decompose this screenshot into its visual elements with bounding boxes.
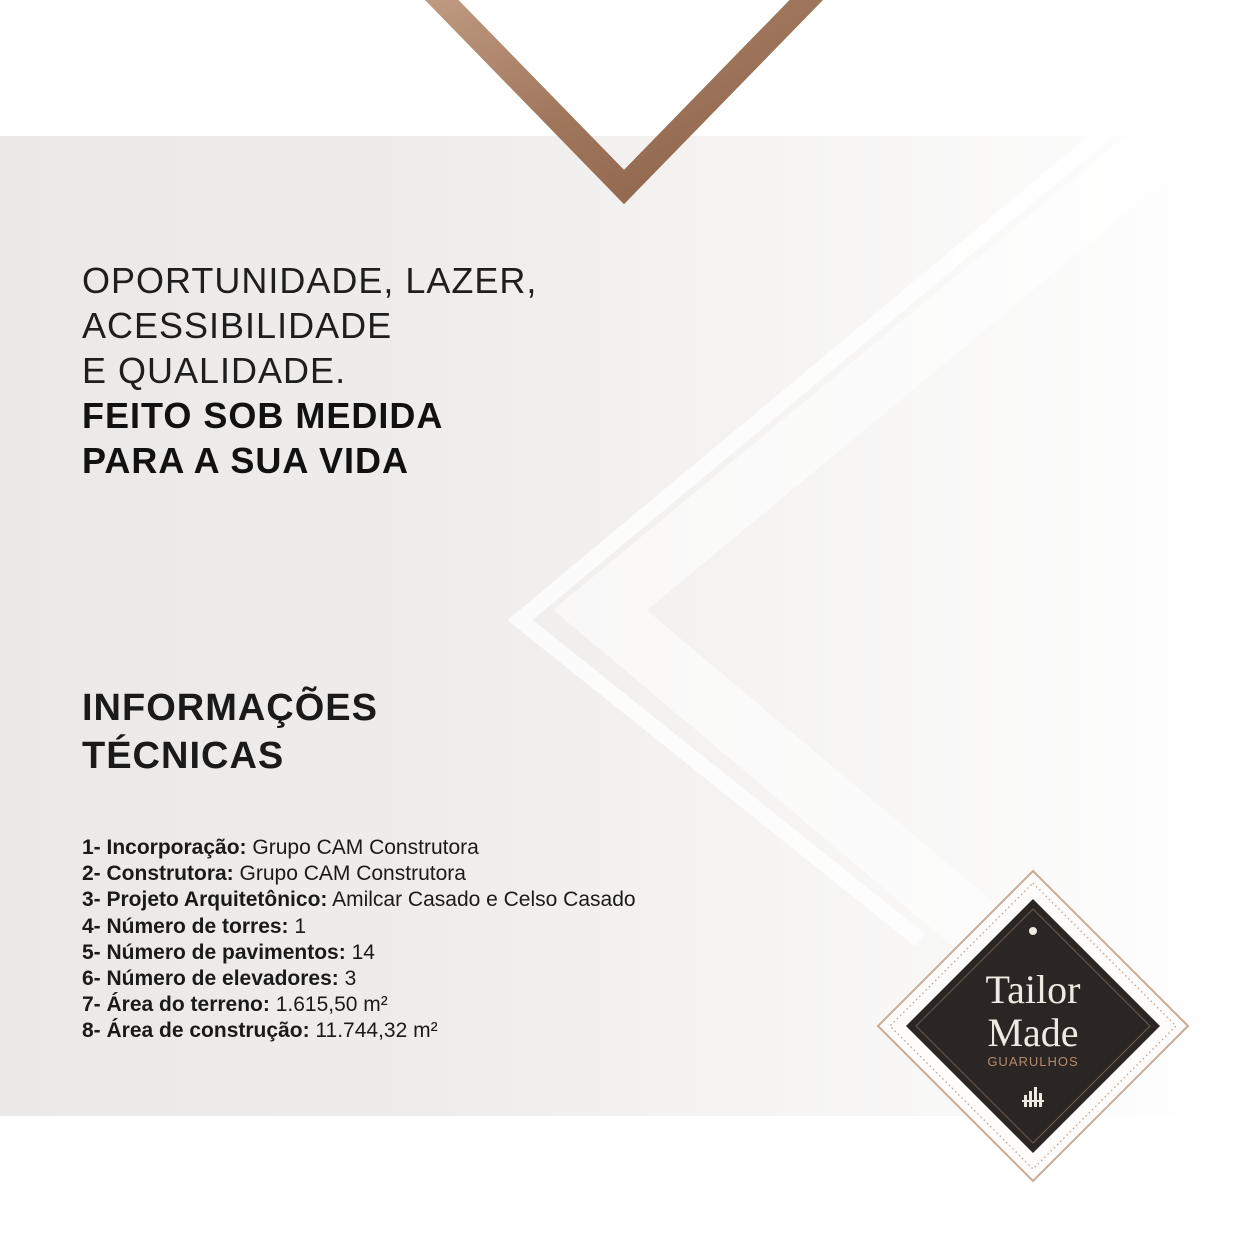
spec-value: 11.744,32 m² [315,1019,438,1043]
tagline-line-1: OPORTUNIDADE, LAZER, [82,260,538,301]
spec-value: Grupo CAM Construtora [239,862,466,886]
spec-label: 7- Área do terreno: [82,993,270,1017]
spec-value: 14 [351,940,375,964]
spec-value: Grupo CAM Construtora [252,836,479,859]
spec-label: 8- Área de construção: [82,1019,310,1043]
spec-item [82,940,636,966]
spec-value: Amilcar Casado e Celso Casado [332,888,636,912]
spec-label: 3- Projeto Arquitetônico: [82,888,328,912]
spec-item [82,914,636,940]
tailor-made-logo [876,869,1190,1183]
tagline [82,258,537,483]
spec-label: 4- Número de torres: [82,914,289,938]
spec-item [82,992,636,1018]
logo-city: GUARULHOS [987,1054,1079,1069]
copper-chevron [432,0,816,187]
logo-word-tailor: Tailor [985,967,1081,1012]
spec-item [82,835,636,861]
tagline-line-2: ACESSIBILIDADE [82,305,393,346]
section-title-line-2: TÉCNICAS [82,735,285,777]
spec-item [82,1018,636,1044]
white-chevron-inner [600,80,1240,930]
section-title [82,684,378,780]
tagline-bold-line-2: PARA A SUA VIDA [82,440,410,481]
spec-value: 1 [294,914,307,938]
spec-label: 5- Número de pavimentos: [82,940,346,964]
logo-word-made: Made [987,1010,1079,1055]
spec-label: 6- Número de elevadores: [82,967,339,991]
spec-label: 2- Construtora: [82,862,234,886]
tagline-line-3: E QUALIDADE. [82,350,347,391]
section-title-line-1: INFORMAÇÕES [82,687,378,729]
spec-item [82,887,636,913]
logo-hole-icon [1029,927,1037,935]
spec-item [82,966,636,992]
spec-value: 1.615,50 m² [275,993,388,1017]
spec-label: 1- Incorporação: [82,836,247,859]
technical-specs-list [82,835,636,1045]
tagline-bold-line-1: FEITO SOB MEDIDA [82,395,444,436]
spec-item [82,861,636,887]
spec-value: 3 [344,967,357,991]
